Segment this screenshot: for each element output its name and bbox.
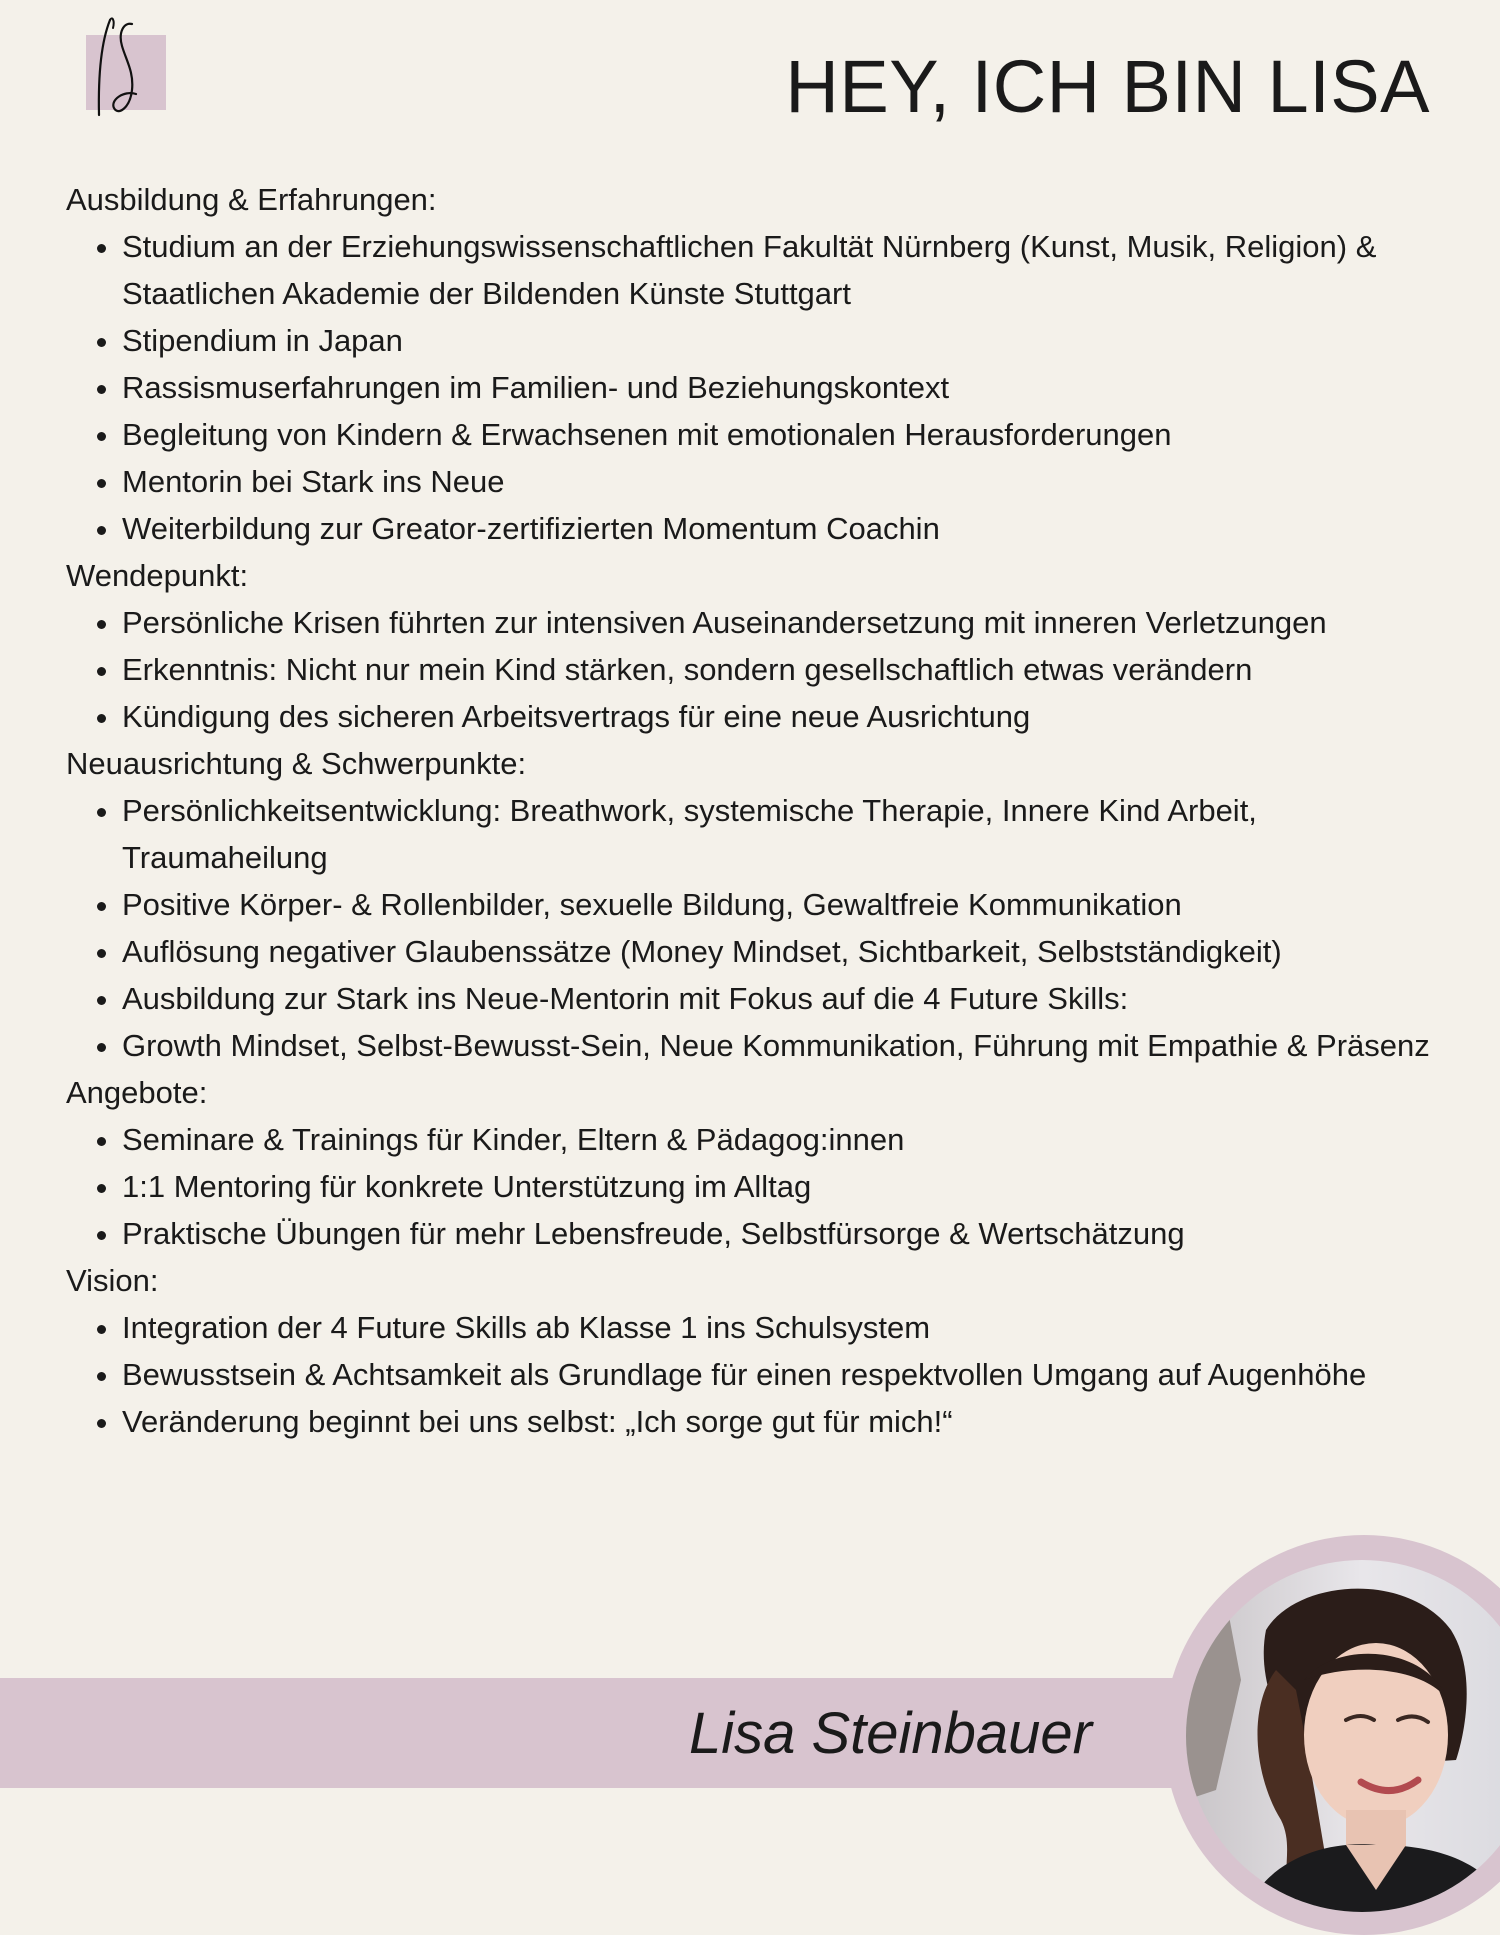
profile-content <box>66 176 1446 1445</box>
section-heading-angebote: Angebote: <box>66 1075 208 1110</box>
vision-list <box>66 1304 1446 1445</box>
list-item: • Stipendium in Japan <box>122 317 1446 364</box>
neuausrichtung-list <box>66 787 1446 1069</box>
list-item: • Kündigung des sicheren Arbeitsvertrags für eine neue Ausrichtung <box>122 693 1446 740</box>
list-item: • Persönliche Krisen führten zur intensiven Auseinandersetzung mit inneren Verletzungen <box>122 599 1446 646</box>
section-heading-vision: Vision: <box>66 1263 159 1298</box>
author-name: Lisa Steinbauer <box>688 1701 1092 1766</box>
list-item: • 1:1 Mentoring für konkrete Unterstützung im Alltag <box>122 1163 1446 1210</box>
list-item: • Praktische Übungen für mehr Lebensfreude, Selbstfürsorge & Wertschätzung <box>122 1210 1446 1257</box>
section-heading-neuausrichtung: Neuausrichtung & Schwerpunkte: <box>66 746 527 781</box>
list-item: • Seminare & Trainings für Kinder, Eltern & Pädagog:innen <box>122 1116 1446 1163</box>
monogram-icon <box>86 10 170 122</box>
portrait-photo <box>1186 1560 1500 1912</box>
portrait-image <box>1186 1560 1500 1912</box>
list-item: • Rassismuserfahrungen im Familien- und Beziehungskontext <box>122 364 1446 411</box>
ausbildung-list <box>66 223 1446 552</box>
list-item: • Ausbildung zur Stark ins Neue-Mentorin mit Fokus auf die 4 Future Skills: <box>122 975 1446 1022</box>
photo-frame <box>1164 1535 1500 1935</box>
logo <box>86 10 170 122</box>
list-item: • Mentorin bei Stark ins Neue <box>122 458 1446 505</box>
name-band <box>0 1678 1230 1788</box>
list-item: • Bewusstsein & Achtsamkeit als Grundlage für einen respektvollen Umgang auf Augenhöhe <box>122 1351 1446 1398</box>
list-item: • Begleitung von Kindern & Erwachsenen mit emotionalen Herausforderungen <box>122 411 1446 458</box>
list-item: • Studium an der Erziehungswissenschaftlichen Fakultät Nürnberg (Kunst, Musik, Religion) & Staatlichen Akademie der Bildenden Künste Stuttgart <box>122 223 1446 317</box>
list-item: • Integration der 4 Future Skills ab Klasse 1 ins Schulsystem <box>122 1304 1446 1351</box>
list-item: • Persönlichkeitsentwicklung: Breathwork, systemische Therapie, Innere Kind Arbeit, Traumaheilung <box>122 787 1446 881</box>
list-item: • Auflösung negativer Glaubenssätze (Money Mindset, Sichtbarkeit, Selbstständigkeit) <box>122 928 1446 975</box>
list-item: • Growth Mindset, Selbst-Bewusst-Sein, Neue Kommunikation, Führung mit Empathie & Präsenz <box>122 1022 1446 1069</box>
list-item: • Veränderung beginnt bei uns selbst: „Ich sorge gut für mich!“ <box>122 1398 1446 1445</box>
list-item: • Erkenntnis: Nicht nur mein Kind stärken, sondern gesellschaftlich etwas verändern <box>122 646 1446 693</box>
section-heading-ausbildung: Ausbildung & Erfahrungen: <box>66 182 437 217</box>
page-title: HEY, ICH BIN LISA <box>785 45 1430 128</box>
list-item: • Weiterbildung zur Greator-zertifizierten Momentum Coachin <box>122 505 1446 552</box>
wendepunkt-list <box>66 599 1446 740</box>
section-heading-wendepunkt: Wendepunkt: <box>66 558 249 593</box>
angebote-list <box>66 1116 1446 1257</box>
list-item: • Positive Körper- & Rollenbilder, sexuelle Bildung, Gewaltfreie Kommunikation <box>122 881 1446 928</box>
